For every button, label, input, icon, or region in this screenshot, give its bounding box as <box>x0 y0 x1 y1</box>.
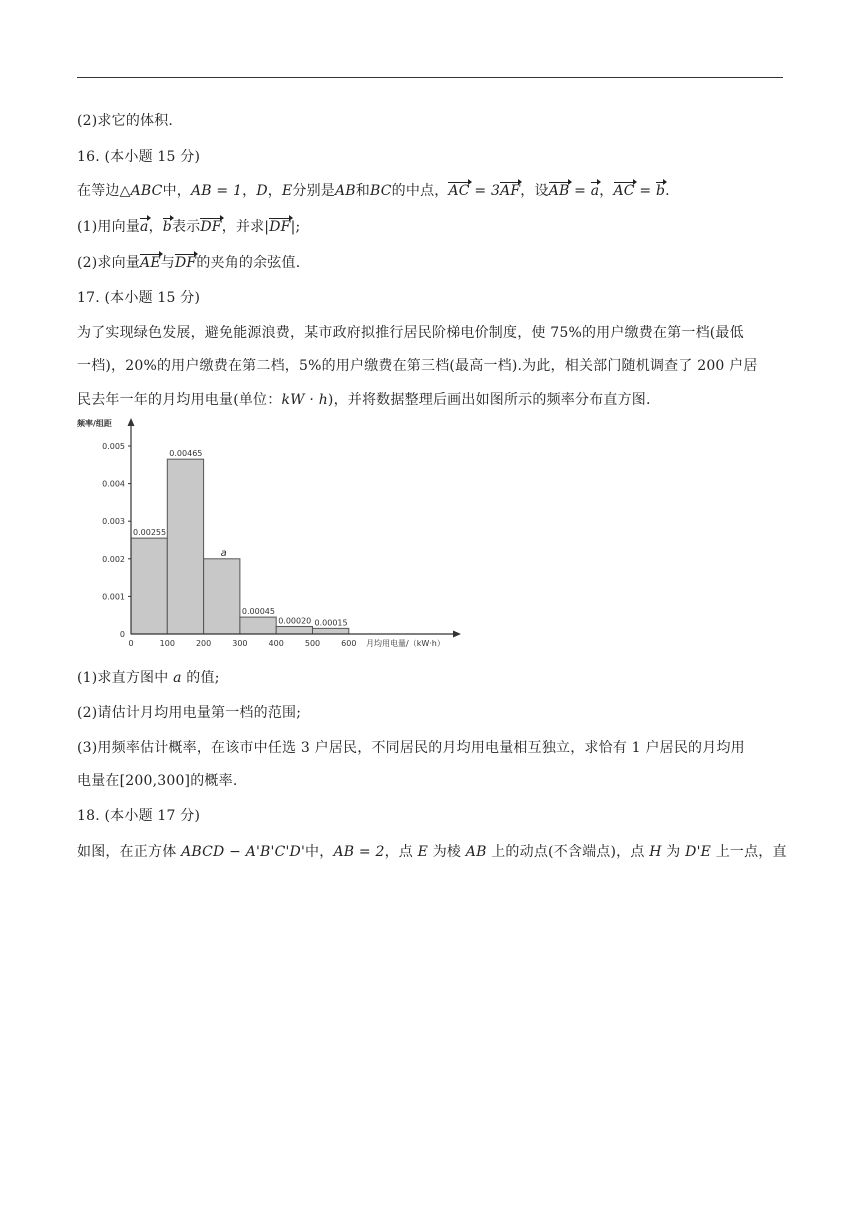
q17-part3-line1: (3)用频率估计概率，在该市中任选 3 户居民，不同居民的月均用电量相互独立，求恰有 1 户居民的月均用 <box>77 740 745 756</box>
q17-heading: 17. (本小题 15 分) <box>77 290 201 306</box>
x-axis-arrow <box>453 631 461 638</box>
y-tick-label: 0.003 <box>102 517 125 527</box>
bar-value-label: a <box>220 547 227 559</box>
q15-part2: (2)求它的体积. <box>77 113 174 129</box>
x-tick-label: 400 <box>268 639 284 648</box>
bar-value-label: 0.00465 <box>169 449 203 459</box>
histogram-chart <box>77 410 467 650</box>
q17-stem-line2: 一档)，20%的用户缴费在第二档，5%的用户缴费在第三档(最高一档).为此，相关部门随机调查了 200 户居 <box>77 358 758 374</box>
histogram-bar <box>313 628 349 634</box>
q16-part1: (1)用向量a，b表示DF，并求|DF|; <box>77 219 301 235</box>
x-tick-label: 300 <box>232 639 248 648</box>
bar-value-label: 0.00045 <box>241 607 275 617</box>
q16-heading: 16. (本小题 15 分) <box>77 149 201 165</box>
bar-value-label: 0.00020 <box>278 616 312 626</box>
y-axis-title: 频率/组距 <box>77 419 112 428</box>
q18-stem-line1: 如图，在正方体 ABCD − A'B'C'D'中，AB = 2，点 E 为棱 AB 上的动点(不含端点)，点 H 为 D'E 上一点，直 <box>77 844 787 860</box>
y-tick-label: 0.001 <box>102 592 125 602</box>
y-tick-label: 0 <box>119 630 125 639</box>
q16-part2: (2)求向量AE与DF的夹角的余弦值. <box>77 255 301 271</box>
x-tick-label: 100 <box>159 639 175 648</box>
q16-stem: 在等边△ABC中，AB = 1，D，E分别是AB和BC的中点，AC = 3AF，设AB = a，AC = b. <box>77 183 670 199</box>
histogram-bar <box>131 538 167 634</box>
bar-value-label: 0.00255 <box>133 528 167 538</box>
x-tick-label: 200 <box>195 639 212 648</box>
bar-value-label: 0.00015 <box>314 618 348 628</box>
histogram-bar <box>276 626 312 634</box>
y-tick-label: 0.002 <box>102 554 125 564</box>
y-tick-label: 0.004 <box>102 479 125 489</box>
y-tick-label: 0.005 <box>102 442 125 451</box>
x-tick-label: 600 <box>341 639 357 648</box>
histogram-bar <box>167 459 203 634</box>
x-tick-label: 0 <box>128 639 134 648</box>
q17-part1: (1)求直方图中 a 的值; <box>77 670 220 686</box>
q17-part2: (2)请估计月均用电量第一档的范围; <box>77 705 302 721</box>
q17-stem-line3: 民去年一年的月均用电量(单位：kW · h)，并将数据整理后画出如图所示的频率分布直方图. <box>77 392 651 408</box>
q17-stem-line1: 为了实现绿色发展，避免能源浪费，某市政府拟推行居民阶梯电价制度，使 75%的用户缴费在第一档(最低 <box>77 325 744 341</box>
x-axis-title: 月均用电量/（kW·h） <box>366 639 445 648</box>
header-rule <box>77 77 783 78</box>
histogram-bar <box>240 617 276 634</box>
q17-part3-line2: 电量在[200,300]的概率. <box>77 773 238 789</box>
y-axis-arrow <box>128 418 135 426</box>
q18-heading: 18. (本小题 17 分) <box>77 808 201 824</box>
x-tick-label: 500 <box>304 639 321 648</box>
histogram-bar <box>204 559 240 634</box>
